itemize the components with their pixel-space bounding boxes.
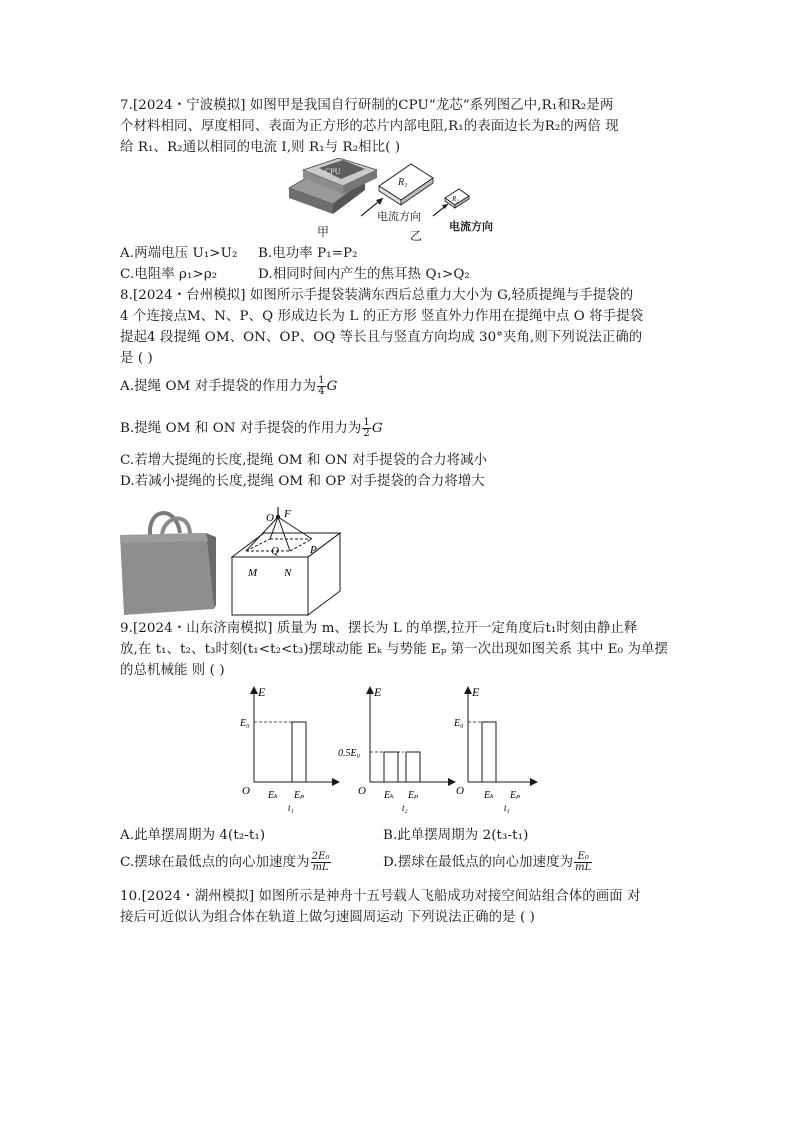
q9-option-d: D.摆球在最低点的向心加速度为 $\frac{\text{E₀}}{mL}$: [383, 851, 592, 873]
fraction-E0-over-mL: $\frac{\text{E₀}}{mL}$: [575, 851, 592, 873]
svg-text:E: E: [258, 685, 266, 699]
graph-t2: [338, 685, 452, 813]
svg-text:t₂: t₂: [402, 803, 408, 813]
svg-text:Eₖ: Eₖ: [384, 790, 394, 801]
fraction-one-half: $\frac{1}{2}$: [363, 417, 370, 439]
q8-option-a: A.提绳 OM 对手提袋的作用力为 $\frac{1}{4}$ G: [120, 375, 338, 397]
q9-line-3: 的总机械能 则 ( ): [120, 663, 225, 678]
q9-option-b: B.此单摆周期为 2(t₃-t₁): [383, 828, 529, 843]
svg-text:t₃: t₃: [504, 803, 510, 813]
handbag-photo: [118, 505, 218, 617]
q8-line-2: 4 个连接点M、N、P、Q 形成边长为 L 的正方形 竖直外力作用在提绳中点 O 将手提袋: [120, 309, 644, 324]
svg-text:E₀: E₀: [454, 718, 464, 729]
svg-text:O: O: [456, 785, 464, 797]
resistor-r2: [445, 189, 469, 208]
svg-text:Eₖ: Eₖ: [268, 790, 278, 801]
svg-text:t₁: t₁: [288, 803, 294, 813]
resistor-r1: [379, 164, 433, 205]
current-direction-label-2: 电流方向: [449, 221, 493, 233]
svg-text:E₀: E₀: [240, 718, 250, 729]
fraction-2E0-over-mL: $\frac{\text{2E₀}}{mL}$: [311, 851, 330, 873]
svg-text:Eₖ: Eₖ: [484, 790, 494, 801]
q7-figure: [285, 158, 515, 246]
svg-text:Eₚ: Eₚ: [408, 790, 419, 801]
q7-option-d: D.相同时间内产生的焦耳热 Q₁>Q₂: [258, 267, 470, 282]
fig-label-jia: 甲: [317, 225, 330, 239]
svg-text:E: E: [374, 685, 382, 699]
r2-label: R₂: [452, 195, 459, 203]
q7-option-b: B.电功率 P₁=P₂: [258, 246, 358, 261]
q8-line-4: 是 ( ): [120, 351, 153, 366]
fraction-one-quarter: $\frac{1}{4}$: [318, 375, 325, 397]
q8-option-b-text: B.提绳 OM 和 ON 对手提袋的作用力为: [120, 421, 362, 436]
graph-t3: [453, 685, 534, 813]
q8-line-1: 8.[2024・台州模拟] 如图所示手提袋装满东西后总重力大小为 G,轻质提绳与手提袋的: [120, 288, 634, 303]
current-direction-label-1: 电流方向: [377, 211, 421, 223]
point-N-label: N: [284, 567, 292, 579]
point-O-label: O: [266, 512, 274, 524]
ek-bar-t2: [384, 752, 398, 782]
cpu-label: CPU: [325, 167, 341, 176]
q8-option-d: D.若减小提绳的长度,提绳 OM 和 OP 对手提袋的合力将增大: [120, 474, 485, 489]
q8-option-b: B.提绳 OM 和 ON 对手提袋的作用力为 $\frac{1}{2}$ G: [120, 417, 383, 439]
svg-text:O: O: [358, 785, 366, 797]
point-Q-label: Q: [271, 545, 279, 557]
svg-text:E: E: [472, 685, 480, 699]
q10-line-1: 10.[2024・湖州模拟] 如图所示是神舟十五号载人飞船成功对接空间站组合体的画面 对: [120, 889, 641, 904]
point-M-label: M: [248, 567, 258, 579]
q7-line-1: 7.[2024・宁波模拟] 如图甲是我国自行研制的CPU“龙芯”系列图乙中,R₁和R₂是两: [120, 98, 614, 113]
cpu-chip-image: [289, 158, 377, 214]
svg-text:Eₚ: Eₚ: [510, 790, 521, 801]
ek-bar-t3: [482, 722, 496, 782]
force-F-label: F: [284, 508, 291, 520]
svg-text:O: O: [242, 785, 250, 797]
q8-line-3: 提起4 段提绳 OM、ON、OP、OQ 等长且与竖直方向均成 30°夹角,则下列说法正确的: [120, 330, 643, 345]
q9-line-1: 9.[2024・山东济南模拟] 质量为 m、摆长为 L 的单摆,拉开一定角度后t₁时刻由静止释: [120, 621, 638, 636]
q9-option-a: A.此单摆周期为 4(t₂-t₁): [120, 828, 266, 843]
ep-bar-t1: [292, 722, 306, 782]
q7-option-a: A.两端电压 U₁>U₂: [120, 246, 238, 261]
point-P-label: P: [310, 544, 317, 556]
svg-text:0.5E₀: 0.5E₀: [338, 748, 361, 759]
graph-t1: [239, 685, 336, 813]
q9-energy-graphs: [238, 684, 538, 818]
q8-box-diagram: [228, 505, 348, 617]
fig-label-yi: 乙: [410, 229, 423, 243]
r1-label: R₁: [398, 177, 408, 188]
q9-line-2: 放,在 t₁、t₂、t₃时刻(t₁<t₂<t₃)摆球动能 Eₖ 与势能 Eₚ 第一次出现如图关系 其中 E₀ 为单摆: [120, 642, 668, 657]
q7-line-2: 个材料相同、厚度相同、表面为正方形的芯片内部电阻,R₁的表面边长为R₂的两倍 现: [120, 119, 619, 134]
q10-line-2: 接后可近似认为组合体在轨道上做匀速圆周运动 下列说法正确的是 ( ): [120, 910, 535, 925]
q7-option-c: C.电阻率 ρ₁>ρ₂: [120, 267, 218, 282]
q7-line-3: 给 R₁、R₂通以相同的电流 I,则 R₁与 R₂相比( ): [120, 140, 401, 155]
svg-text:Eₚ: Eₚ: [294, 790, 305, 801]
q9-option-c: C.摆球在最低点的向心加速度为 $\frac{\text{2E₀}}{mL}$: [120, 851, 330, 873]
q8-option-a-text: A.提绳 OM 对手提袋的作用力为: [120, 379, 317, 394]
ep-bar-t2: [406, 752, 420, 782]
q8-option-c: C.若增大提绳的长度,提绳 OM 和 ON 对手提袋的合力将减小: [120, 453, 488, 468]
